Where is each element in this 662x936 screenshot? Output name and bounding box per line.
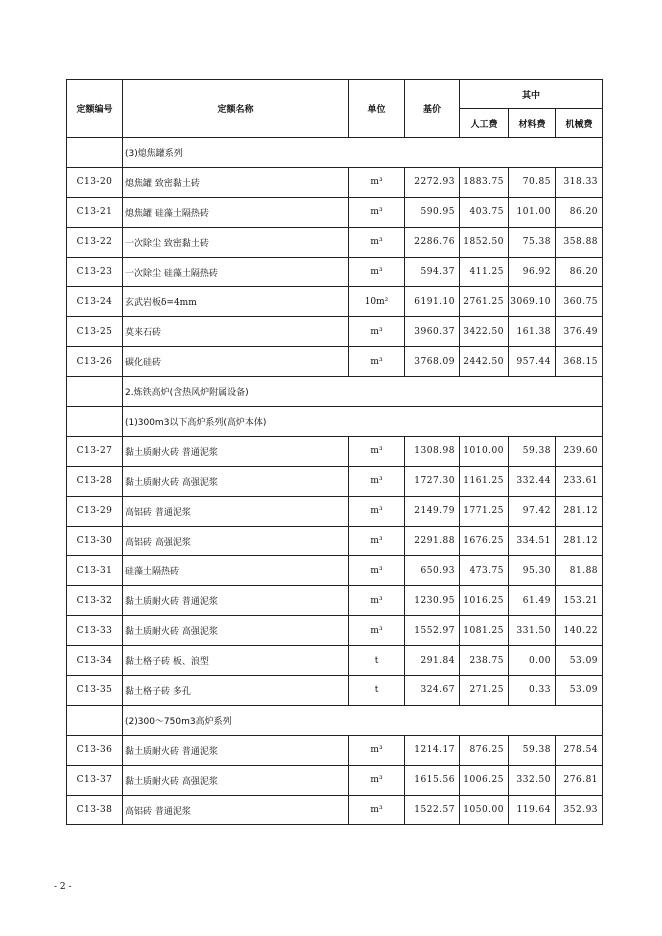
cell-labor: 2442.50 xyxy=(460,347,509,377)
cell-code: C13-20 xyxy=(67,167,123,197)
cell-name: 莫来石砖 xyxy=(123,317,349,347)
section-blank-cell xyxy=(67,407,123,437)
cell-name: 黏土质耐火砖 高强泥浆 xyxy=(123,466,349,496)
table-row xyxy=(67,436,603,466)
cell-machine: 276.81 xyxy=(556,765,603,795)
header-group: 其中 xyxy=(460,80,603,109)
table-row xyxy=(67,556,603,586)
quota-table xyxy=(66,79,603,825)
section-title: (3)熄焦罐系列 xyxy=(123,138,603,168)
cell-labor: 1010.00 xyxy=(460,436,509,466)
cell-unit: m³ xyxy=(349,556,405,586)
cell-unit: m³ xyxy=(349,616,405,646)
cell-labor: 1883.75 xyxy=(460,167,509,197)
cell-machine: 368.15 xyxy=(556,347,603,377)
cell-labor: 1771.25 xyxy=(460,496,509,526)
cell-unit: m³ xyxy=(349,317,405,347)
table-row xyxy=(67,646,603,676)
cell-name: 碳化硅砖 xyxy=(123,347,349,377)
cell-name: 高铝砖 高强泥浆 xyxy=(123,526,349,556)
cell-unit: m³ xyxy=(349,436,405,466)
cell-labor: 3422.50 xyxy=(460,317,509,347)
cell-material: 101.00 xyxy=(509,197,556,227)
cell-code: C13-32 xyxy=(67,586,123,616)
table-row xyxy=(67,586,603,616)
cell-labor: 2761.25 xyxy=(460,287,509,317)
cell-material: 70.85 xyxy=(509,167,556,197)
cell-base-price: 2272.93 xyxy=(405,167,460,197)
cell-code: C13-33 xyxy=(67,616,123,646)
cell-labor: 403.75 xyxy=(460,197,509,227)
cell-base-price: 650.93 xyxy=(405,556,460,586)
cell-name: 黏土质耐火砖 普通泥浆 xyxy=(123,735,349,765)
cell-material: 0.00 xyxy=(509,646,556,676)
cell-unit: m³ xyxy=(349,167,405,197)
cell-machine: 352.93 xyxy=(556,795,603,825)
cell-name: 一次除尘 致密黏土砖 xyxy=(123,227,349,257)
cell-material: 97.42 xyxy=(509,496,556,526)
cell-code: C13-31 xyxy=(67,556,123,586)
cell-material: 161.38 xyxy=(509,317,556,347)
cell-code: C13-27 xyxy=(67,436,123,466)
table-row xyxy=(67,167,603,197)
cell-machine: 376.49 xyxy=(556,317,603,347)
cell-code: C13-36 xyxy=(67,735,123,765)
cell-material: 334.51 xyxy=(509,526,556,556)
cell-base-price: 590.95 xyxy=(405,197,460,227)
table-row xyxy=(67,466,603,496)
cell-unit: m³ xyxy=(349,227,405,257)
cell-material: 332.50 xyxy=(509,765,556,795)
cell-unit: m³ xyxy=(349,466,405,496)
cell-base-price: 1552.97 xyxy=(405,616,460,646)
cell-unit: m³ xyxy=(349,586,405,616)
header-unit: 单位 xyxy=(349,80,405,138)
cell-code: C13-38 xyxy=(67,795,123,825)
cell-labor: 1081.25 xyxy=(460,616,509,646)
cell-code: C13-37 xyxy=(67,765,123,795)
cell-machine: 53.09 xyxy=(556,646,603,676)
cell-material: 0.33 xyxy=(509,676,556,706)
cell-machine: 318.33 xyxy=(556,167,603,197)
table-row xyxy=(67,526,603,556)
cell-name: 硅藻土隔热砖 xyxy=(123,556,349,586)
cell-material: 95.30 xyxy=(509,556,556,586)
cell-code: C13-29 xyxy=(67,496,123,526)
section-row xyxy=(67,377,603,407)
cell-base-price: 1615.56 xyxy=(405,765,460,795)
cell-machine: 86.20 xyxy=(556,197,603,227)
table-row xyxy=(67,676,603,706)
header-labor: 人工费 xyxy=(460,109,509,138)
cell-base-price: 3768.09 xyxy=(405,347,460,377)
table-row xyxy=(67,795,603,825)
header-code: 定额编号 xyxy=(67,80,123,138)
cell-code: C13-24 xyxy=(67,287,123,317)
cell-material: 332.44 xyxy=(509,466,556,496)
cell-unit: m³ xyxy=(349,347,405,377)
cell-machine: 140.22 xyxy=(556,616,603,646)
cell-base-price: 594.37 xyxy=(405,257,460,287)
cell-code: C13-23 xyxy=(67,257,123,287)
cell-machine: 358.88 xyxy=(556,227,603,257)
table-row xyxy=(67,735,603,765)
cell-labor: 876.25 xyxy=(460,735,509,765)
table-row xyxy=(67,257,603,287)
cell-name: 黏土质耐火砖 高强泥浆 xyxy=(123,616,349,646)
cell-base-price: 3960.37 xyxy=(405,317,460,347)
cell-base-price: 2149.79 xyxy=(405,496,460,526)
cell-material: 119.64 xyxy=(509,795,556,825)
cell-unit: m³ xyxy=(349,795,405,825)
table-row xyxy=(67,317,603,347)
cell-base-price: 2291.88 xyxy=(405,526,460,556)
cell-name: 熄焦罐 硅藻土隔热砖 xyxy=(123,197,349,227)
cell-labor: 1676.25 xyxy=(460,526,509,556)
cell-name: 黏土格子砖 多孔 xyxy=(123,676,349,706)
table-header xyxy=(67,80,603,138)
cell-labor: 1852.50 xyxy=(460,227,509,257)
cell-unit: m³ xyxy=(349,197,405,227)
cell-material: 957.44 xyxy=(509,347,556,377)
cell-name: 高铝砖 普通泥浆 xyxy=(123,795,349,825)
cell-base-price: 2286.76 xyxy=(405,227,460,257)
table-row xyxy=(67,347,603,377)
cell-name: 熄焦罐 致密黏土砖 xyxy=(123,167,349,197)
table-row xyxy=(67,496,603,526)
cell-machine: 86.20 xyxy=(556,257,603,287)
header-base-price: 基价 xyxy=(405,80,460,138)
cell-code: C13-30 xyxy=(67,526,123,556)
section-row xyxy=(67,138,603,168)
cell-name: 黏土格子砖 板、浪型 xyxy=(123,646,349,676)
cell-machine: 278.54 xyxy=(556,735,603,765)
cell-name: 黏土质耐火砖 普通泥浆 xyxy=(123,586,349,616)
cell-material: 61.49 xyxy=(509,586,556,616)
section-row xyxy=(67,407,603,437)
cell-machine: 53.09 xyxy=(556,676,603,706)
table-row xyxy=(67,287,603,317)
section-title: (2)300～750m3高炉系列 xyxy=(123,705,603,735)
table-row xyxy=(67,765,603,795)
cell-labor: 473.75 xyxy=(460,556,509,586)
cell-machine: 281.12 xyxy=(556,496,603,526)
section-row xyxy=(67,705,603,735)
cell-material: 59.38 xyxy=(509,436,556,466)
cell-unit: t xyxy=(349,646,405,676)
table-row xyxy=(67,616,603,646)
section-blank-cell xyxy=(67,138,123,168)
cell-base-price: 1308.98 xyxy=(405,436,460,466)
cell-base-price: 1214.17 xyxy=(405,735,460,765)
cell-material: 331.50 xyxy=(509,616,556,646)
cell-code: C13-25 xyxy=(67,317,123,347)
cell-labor: 1016.25 xyxy=(460,586,509,616)
cell-unit: m³ xyxy=(349,257,405,287)
cell-base-price: 1522.57 xyxy=(405,795,460,825)
cell-code: C13-21 xyxy=(67,197,123,227)
page-number: - 2 - xyxy=(54,882,72,892)
cell-machine: 239.60 xyxy=(556,436,603,466)
section-blank-cell xyxy=(67,705,123,735)
cell-labor: 271.25 xyxy=(460,676,509,706)
cell-unit: t xyxy=(349,676,405,706)
cell-material: 59.38 xyxy=(509,735,556,765)
cell-unit: 10m² xyxy=(349,287,405,317)
cell-name: 黏土质耐火砖 高强泥浆 xyxy=(123,765,349,795)
cell-machine: 153.21 xyxy=(556,586,603,616)
table-row xyxy=(67,197,603,227)
header-name: 定额名称 xyxy=(123,80,349,138)
cell-unit: m³ xyxy=(349,496,405,526)
cell-labor: 1050.00 xyxy=(460,795,509,825)
cell-unit: m³ xyxy=(349,765,405,795)
cell-code: C13-28 xyxy=(67,466,123,496)
cell-material: 96.92 xyxy=(509,257,556,287)
section-title: 2.炼铁高炉(含热风炉附属设备) xyxy=(123,377,603,407)
cell-material: 75.38 xyxy=(509,227,556,257)
cell-code: C13-35 xyxy=(67,676,123,706)
cell-machine: 281.12 xyxy=(556,526,603,556)
table-row xyxy=(67,227,603,257)
cell-code: C13-34 xyxy=(67,646,123,676)
cell-base-price: 291.84 xyxy=(405,646,460,676)
cell-unit: m³ xyxy=(349,526,405,556)
cell-name: 玄武岩板δ=4mm xyxy=(123,287,349,317)
cell-code: C13-26 xyxy=(67,347,123,377)
cell-labor: 411.25 xyxy=(460,257,509,287)
header-material: 材料费 xyxy=(509,109,556,138)
section-blank-cell xyxy=(67,377,123,407)
cell-unit: m³ xyxy=(349,735,405,765)
header-machine: 机械费 xyxy=(556,109,603,138)
cell-labor: 1006.25 xyxy=(460,765,509,795)
cell-name: 黏土质耐火砖 普通泥浆 xyxy=(123,436,349,466)
cell-labor: 238.75 xyxy=(460,646,509,676)
cell-machine: 360.75 xyxy=(556,287,603,317)
cell-name: 一次除尘 硅藻土隔热砖 xyxy=(123,257,349,287)
cell-name: 高铝砖 普通泥浆 xyxy=(123,496,349,526)
cell-base-price: 1230.95 xyxy=(405,586,460,616)
cell-machine: 81.88 xyxy=(556,556,603,586)
section-title: (1)300m3以下高炉系列(高炉本体) xyxy=(123,407,603,437)
cell-machine: 233.61 xyxy=(556,466,603,496)
cell-material: 3069.10 xyxy=(509,287,556,317)
cell-base-price: 1727.30 xyxy=(405,466,460,496)
cell-base-price: 324.67 xyxy=(405,676,460,706)
table-body xyxy=(67,138,603,825)
cell-base-price: 6191.10 xyxy=(405,287,460,317)
cell-labor: 1161.25 xyxy=(460,466,509,496)
cell-code: C13-22 xyxy=(67,227,123,257)
